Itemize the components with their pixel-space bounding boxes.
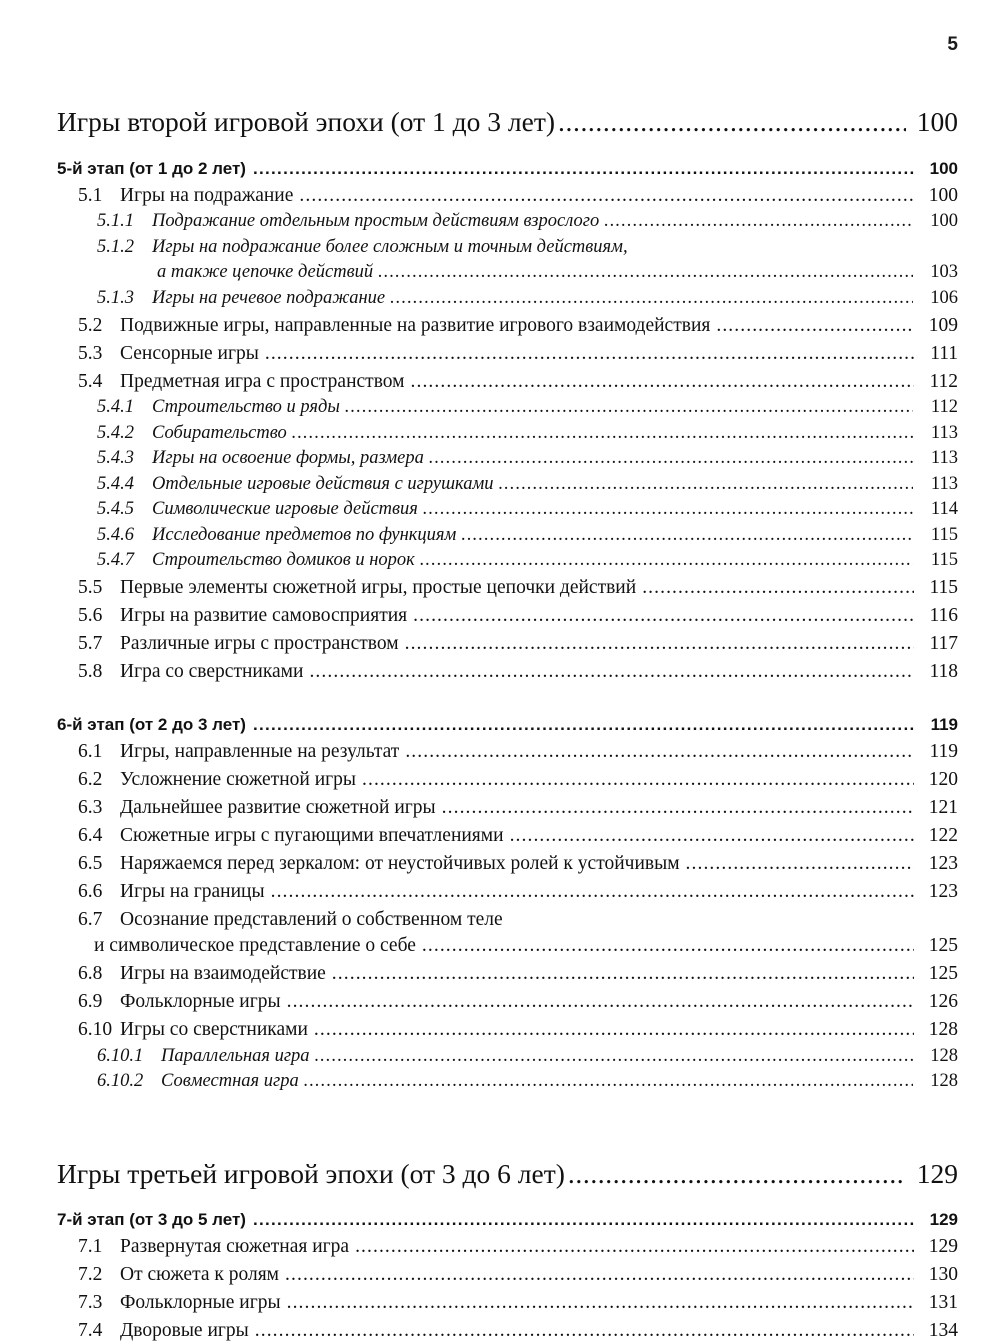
toc-entry[interactable] <box>57 289 958 308</box>
entry-page-number: 100 <box>928 184 958 206</box>
entry-title: Собирательство <box>152 422 287 443</box>
stage-page-number: 129 <box>929 1210 958 1229</box>
entry-title-continued: а также цепочке действий <box>157 262 374 282</box>
entry-number: 5.4.4 <box>97 473 134 494</box>
toc-entry[interactable] <box>57 770 958 790</box>
entry-title: Усложнение сюжетной игры <box>120 768 356 790</box>
entry-page-number: 115 <box>930 550 958 570</box>
toc-entry[interactable] <box>57 398 958 417</box>
entry-page-number: 116 <box>929 605 958 626</box>
entry-page-number: 120 <box>928 768 958 790</box>
dot-leader <box>345 398 913 417</box>
stage-heading[interactable] <box>57 160 958 177</box>
entry-title: Параллельная игра <box>161 1045 310 1066</box>
toc-entry[interactable] <box>57 372 958 392</box>
entry-title: Игры на развитие самовосприятия <box>120 605 408 626</box>
dot-leader <box>604 212 913 231</box>
toc-entry[interactable] <box>57 212 958 231</box>
toc-entry-line <box>97 289 958 308</box>
toc-entry-line <box>78 578 958 598</box>
toc-entry[interactable] <box>57 449 958 468</box>
entry-title: Игра со сверстниками <box>120 661 304 682</box>
toc-entry[interactable] <box>57 1072 958 1091</box>
toc-entry-continuation <box>78 936 958 956</box>
entry-page-number: 128 <box>930 1071 958 1091</box>
entry-number: 6.10.1 <box>97 1045 144 1066</box>
toc-entry-line <box>97 449 958 468</box>
entry-number: 5.4.1 <box>97 397 134 417</box>
entry-title: Подвижные игры, направленные на развитие игрового взаимодействия <box>120 314 711 336</box>
dot-leader <box>442 798 914 818</box>
toc-entry[interactable] <box>57 1265 958 1285</box>
toc-entry-line <box>78 1237 958 1257</box>
toc-entry[interactable] <box>57 424 958 443</box>
entry-title: Игры на взаимодействие <box>120 963 326 984</box>
stage-title: 6-й этап (от 2 до 3 лет) <box>57 714 246 734</box>
entry-title: Отдельные игровые действия с игрушками <box>152 473 494 494</box>
entry-title: Дворовые игры <box>120 1320 249 1341</box>
entry-number: 5.3 <box>78 342 103 364</box>
entry-title: Различные игры с пространством <box>120 633 399 654</box>
entry-title: Фольклорные игры <box>120 991 281 1012</box>
entry-page-number: 113 <box>930 422 958 443</box>
entry-title: Игры, направленные на результат <box>120 740 400 762</box>
toc-entry-line <box>78 316 958 336</box>
entry-page-number: 125 <box>928 963 958 984</box>
epoch-title: Игры третьей игровой эпохи (от 3 до 6 лет) <box>57 1157 565 1189</box>
dot-leader <box>390 289 913 308</box>
dot-leader <box>265 344 914 364</box>
toc-entry-line <box>78 798 958 818</box>
entry-page-number: 118 <box>929 661 958 682</box>
toc-entry-line <box>97 1047 958 1066</box>
entry-number: 7.3 <box>78 1292 103 1313</box>
entry-page-number: 109 <box>928 314 958 336</box>
entry-title: Игры на подражание более сложным и точным действиям, <box>152 236 628 257</box>
entry-number: 6.2 <box>78 768 103 790</box>
entry-title: Игры на границы <box>120 880 265 902</box>
entry-number: 6.5 <box>78 852 103 874</box>
toc-entry[interactable] <box>57 606 958 626</box>
entry-number: 6.10 <box>78 1019 113 1040</box>
dot-leader <box>285 1265 914 1285</box>
toc-entry-line <box>97 212 958 231</box>
toc-entry-line <box>97 1072 958 1091</box>
toc-entry-line <box>78 1265 958 1285</box>
toc-entry-line <box>78 910 958 930</box>
dot-leader <box>253 160 914 177</box>
stage-title: 7-й этап (от 3 до 5 лет) <box>57 1210 246 1229</box>
entry-number: 5.4.7 <box>97 550 134 570</box>
entry-page-number: 125 <box>928 935 958 956</box>
toc-entry-line <box>78 344 958 364</box>
toc-entry-line <box>97 551 958 570</box>
toc-entry-line <box>78 826 958 846</box>
entry-page-number: 100 <box>930 211 958 231</box>
epoch-page-number: 100 <box>916 106 958 137</box>
entry-title: Совместная игра <box>161 1071 299 1091</box>
toc-entry[interactable] <box>57 662 958 682</box>
entry-title: От сюжета к ролям <box>120 1264 280 1285</box>
entry-title: Символические игровые действия <box>152 499 418 519</box>
dot-leader <box>315 1047 913 1066</box>
toc-entry[interactable] <box>57 475 958 494</box>
entry-page-number: 112 <box>929 370 958 392</box>
toc-entry-line <box>78 854 958 874</box>
entry-number: 5.4 <box>78 370 103 392</box>
toc-entry-line <box>78 1321 958 1341</box>
epoch-heading[interactable] <box>57 108 958 136</box>
entry-number: 5.4.6 <box>97 524 134 545</box>
dot-leader <box>422 936 914 956</box>
toc-entry[interactable] <box>57 826 958 846</box>
entry-page-number: 117 <box>929 633 958 654</box>
entry-page-number: 113 <box>930 473 958 494</box>
dot-leader <box>287 1293 914 1313</box>
toc-entry[interactable] <box>57 578 958 598</box>
dot-leader <box>429 449 913 468</box>
dot-leader <box>510 826 914 846</box>
toc-entry[interactable] <box>57 186 958 206</box>
entry-number: 6.3 <box>78 796 103 818</box>
toc-entry-line <box>97 398 958 417</box>
entry-number: 5.4.3 <box>97 448 134 468</box>
toc-entry-line <box>78 1293 958 1313</box>
toc-entry[interactable] <box>57 910 958 956</box>
stage-heading[interactable] <box>57 1211 958 1228</box>
entry-number: 5.4.2 <box>97 422 134 443</box>
entry-title: Подражание отдельным простым действиям взрослого <box>152 211 600 231</box>
entry-page-number: 128 <box>928 1019 958 1040</box>
stage-page-number: 119 <box>930 714 958 734</box>
toc-entry[interactable] <box>57 882 958 902</box>
dot-leader <box>362 770 914 790</box>
dot-leader <box>255 1321 914 1341</box>
dot-leader <box>304 1072 913 1091</box>
entry-title-continued: и символическое представление о себе <box>94 935 416 956</box>
entry-title: Наряжаемся перед зеркалом: от неустойчивых ролей к устойчивым <box>120 852 680 874</box>
toc-entry-line <box>97 424 958 443</box>
toc-entry-line <box>97 526 958 545</box>
entry-page-number: 106 <box>930 287 958 308</box>
entry-title: Дальнейшее развитие сюжетной игры <box>120 796 436 818</box>
dot-leader <box>499 475 913 494</box>
dot-leader <box>253 716 914 733</box>
entry-title: Развернутая сюжетная игра <box>120 1236 350 1257</box>
stage-page-number: 100 <box>929 158 958 178</box>
entry-page-number: 128 <box>930 1045 958 1066</box>
entry-title: Первые элементы сюжетной игры, простые цепочки действий <box>120 577 637 598</box>
entry-number: 5.1.2 <box>97 236 134 257</box>
epoch-page-number: 129 <box>916 1157 958 1189</box>
toc-entry-line <box>78 186 958 206</box>
dot-leader <box>716 316 914 336</box>
dot-leader <box>413 606 914 626</box>
toc-entry[interactable] <box>57 1321 958 1341</box>
dot-leader <box>420 551 913 570</box>
dot-leader <box>558 108 906 136</box>
dot-leader <box>378 263 913 282</box>
dot-leader <box>423 500 913 519</box>
toc-entry-line <box>97 475 958 494</box>
entry-title: Игры на подражание <box>120 184 294 206</box>
dot-leader <box>314 1020 914 1040</box>
toc-entry[interactable] <box>57 238 958 282</box>
toc-entry[interactable] <box>57 551 958 570</box>
entry-page-number: 122 <box>928 824 958 846</box>
entry-title: Сенсорные игры <box>120 342 259 364</box>
entry-title: Фольклорные игры <box>120 1292 281 1313</box>
toc-entry-line <box>97 500 958 519</box>
dot-leader <box>271 882 914 902</box>
entry-page-number: 134 <box>928 1320 958 1341</box>
stage-heading[interactable] <box>57 716 958 733</box>
toc-entry-line <box>78 742 958 762</box>
toc-entry[interactable] <box>57 344 958 364</box>
entry-page-number: 129 <box>928 1236 958 1257</box>
page-number: 5 <box>947 34 958 55</box>
stage-title: 5-й этап (от 1 до 2 лет) <box>57 158 246 178</box>
dot-leader <box>642 578 914 598</box>
toc-entry[interactable] <box>57 316 958 336</box>
toc-entry-line <box>78 882 958 902</box>
entry-page-number: 126 <box>928 991 958 1012</box>
toc-entry[interactable] <box>57 500 958 519</box>
entry-number: 7.4 <box>78 1320 103 1341</box>
dot-leader <box>287 992 914 1012</box>
entry-page-number: 121 <box>928 796 958 818</box>
toc-entry[interactable] <box>57 1047 958 1066</box>
toc-entry-line <box>78 606 958 626</box>
entry-number: 6.9 <box>78 991 103 1012</box>
entry-title: Игры на освоение формы, размера <box>152 448 424 468</box>
toc-entry-line <box>97 238 958 257</box>
dot-leader <box>332 964 914 984</box>
entry-number: 7.1 <box>78 1236 103 1257</box>
dot-leader <box>686 854 914 874</box>
entry-number: 5.1.1 <box>97 211 134 231</box>
entry-number: 6.10.2 <box>97 1071 144 1091</box>
dot-leader <box>309 662 914 682</box>
dot-leader <box>411 372 915 392</box>
entry-number: 7.2 <box>78 1264 103 1285</box>
toc-entry[interactable] <box>57 742 958 762</box>
entry-number: 5.2 <box>78 314 103 336</box>
toc-entry-line <box>78 634 958 654</box>
entry-page-number: 131 <box>928 1292 958 1313</box>
dot-leader <box>568 1160 906 1188</box>
table-of-contents <box>57 108 958 1341</box>
dot-leader <box>461 526 913 545</box>
toc-entry-line <box>78 372 958 392</box>
entry-number: 6.1 <box>78 740 103 762</box>
entry-number: 6.6 <box>78 880 103 902</box>
entry-number: 5.1 <box>78 184 103 206</box>
toc-entry[interactable] <box>57 992 958 1012</box>
dot-leader <box>253 1211 914 1228</box>
entry-page-number: 115 <box>929 577 958 598</box>
entry-number: 5.8 <box>78 661 103 682</box>
dot-leader <box>355 1237 914 1257</box>
section-spacer <box>57 1091 958 1160</box>
toc-entry[interactable] <box>57 854 958 874</box>
epoch-heading[interactable] <box>57 1157 958 1189</box>
entry-page-number: 119 <box>929 740 958 762</box>
dot-leader <box>405 634 914 654</box>
entry-number: 6.4 <box>78 824 103 846</box>
entry-number: 5.5 <box>78 577 103 598</box>
entry-title: Исследование предметов по функциям <box>152 524 457 545</box>
entry-page-number: 115 <box>930 524 958 545</box>
toc-entry-line <box>78 964 958 984</box>
toc-entry-line <box>78 1020 958 1040</box>
entry-page-number: 130 <box>928 1264 958 1285</box>
entry-title: Осознание представлений о собственном теле <box>120 908 503 930</box>
dot-leader <box>405 742 914 762</box>
dot-leader <box>292 424 913 443</box>
entry-page-number: 111 <box>930 342 958 364</box>
stage-spacer <box>57 1187 958 1211</box>
stage-spacer <box>57 682 958 716</box>
entry-title: Игры со сверстниками <box>120 1019 308 1040</box>
toc-entry-line <box>78 992 958 1012</box>
entry-title: Предметная игра с пространством <box>120 370 405 392</box>
toc-entry-line <box>78 662 958 682</box>
entry-number: 6.7 <box>78 908 103 930</box>
dot-leader <box>299 186 914 206</box>
toc-entry-continuation <box>97 263 958 282</box>
stage-spacer <box>57 136 958 160</box>
entry-number: 6.8 <box>78 963 103 984</box>
toc-entry[interactable] <box>57 526 958 545</box>
epoch-title: Игры второй игровой эпохи (от 1 до 3 лет) <box>57 106 556 137</box>
entry-page-number: 114 <box>930 499 958 519</box>
toc-entry[interactable] <box>57 634 958 654</box>
entry-number: 5.7 <box>78 633 103 654</box>
toc-entry-line <box>78 770 958 790</box>
entry-number: 5.4.5 <box>97 499 134 519</box>
toc-entry[interactable] <box>57 964 958 984</box>
entry-page-number: 123 <box>928 880 958 902</box>
entry-title: Сюжетные игры с пугающими впечатлениями <box>120 824 504 846</box>
entry-title: Игры на речевое подражание <box>152 287 386 308</box>
entry-title: Строительство и ряды <box>152 397 340 417</box>
toc-entry[interactable] <box>57 798 958 818</box>
entry-page-number: 112 <box>930 397 958 417</box>
entry-title: Строительство домиков и норок <box>152 550 415 570</box>
toc-entry[interactable] <box>57 1020 958 1040</box>
entry-page-number: 113 <box>930 448 958 468</box>
entry-page-number: 103 <box>930 262 958 282</box>
entry-number: 5.6 <box>78 605 103 626</box>
toc-entry[interactable] <box>57 1237 958 1257</box>
entry-number: 5.1.3 <box>97 287 134 308</box>
toc-entry[interactable] <box>57 1293 958 1313</box>
entry-page-number: 123 <box>928 852 958 874</box>
